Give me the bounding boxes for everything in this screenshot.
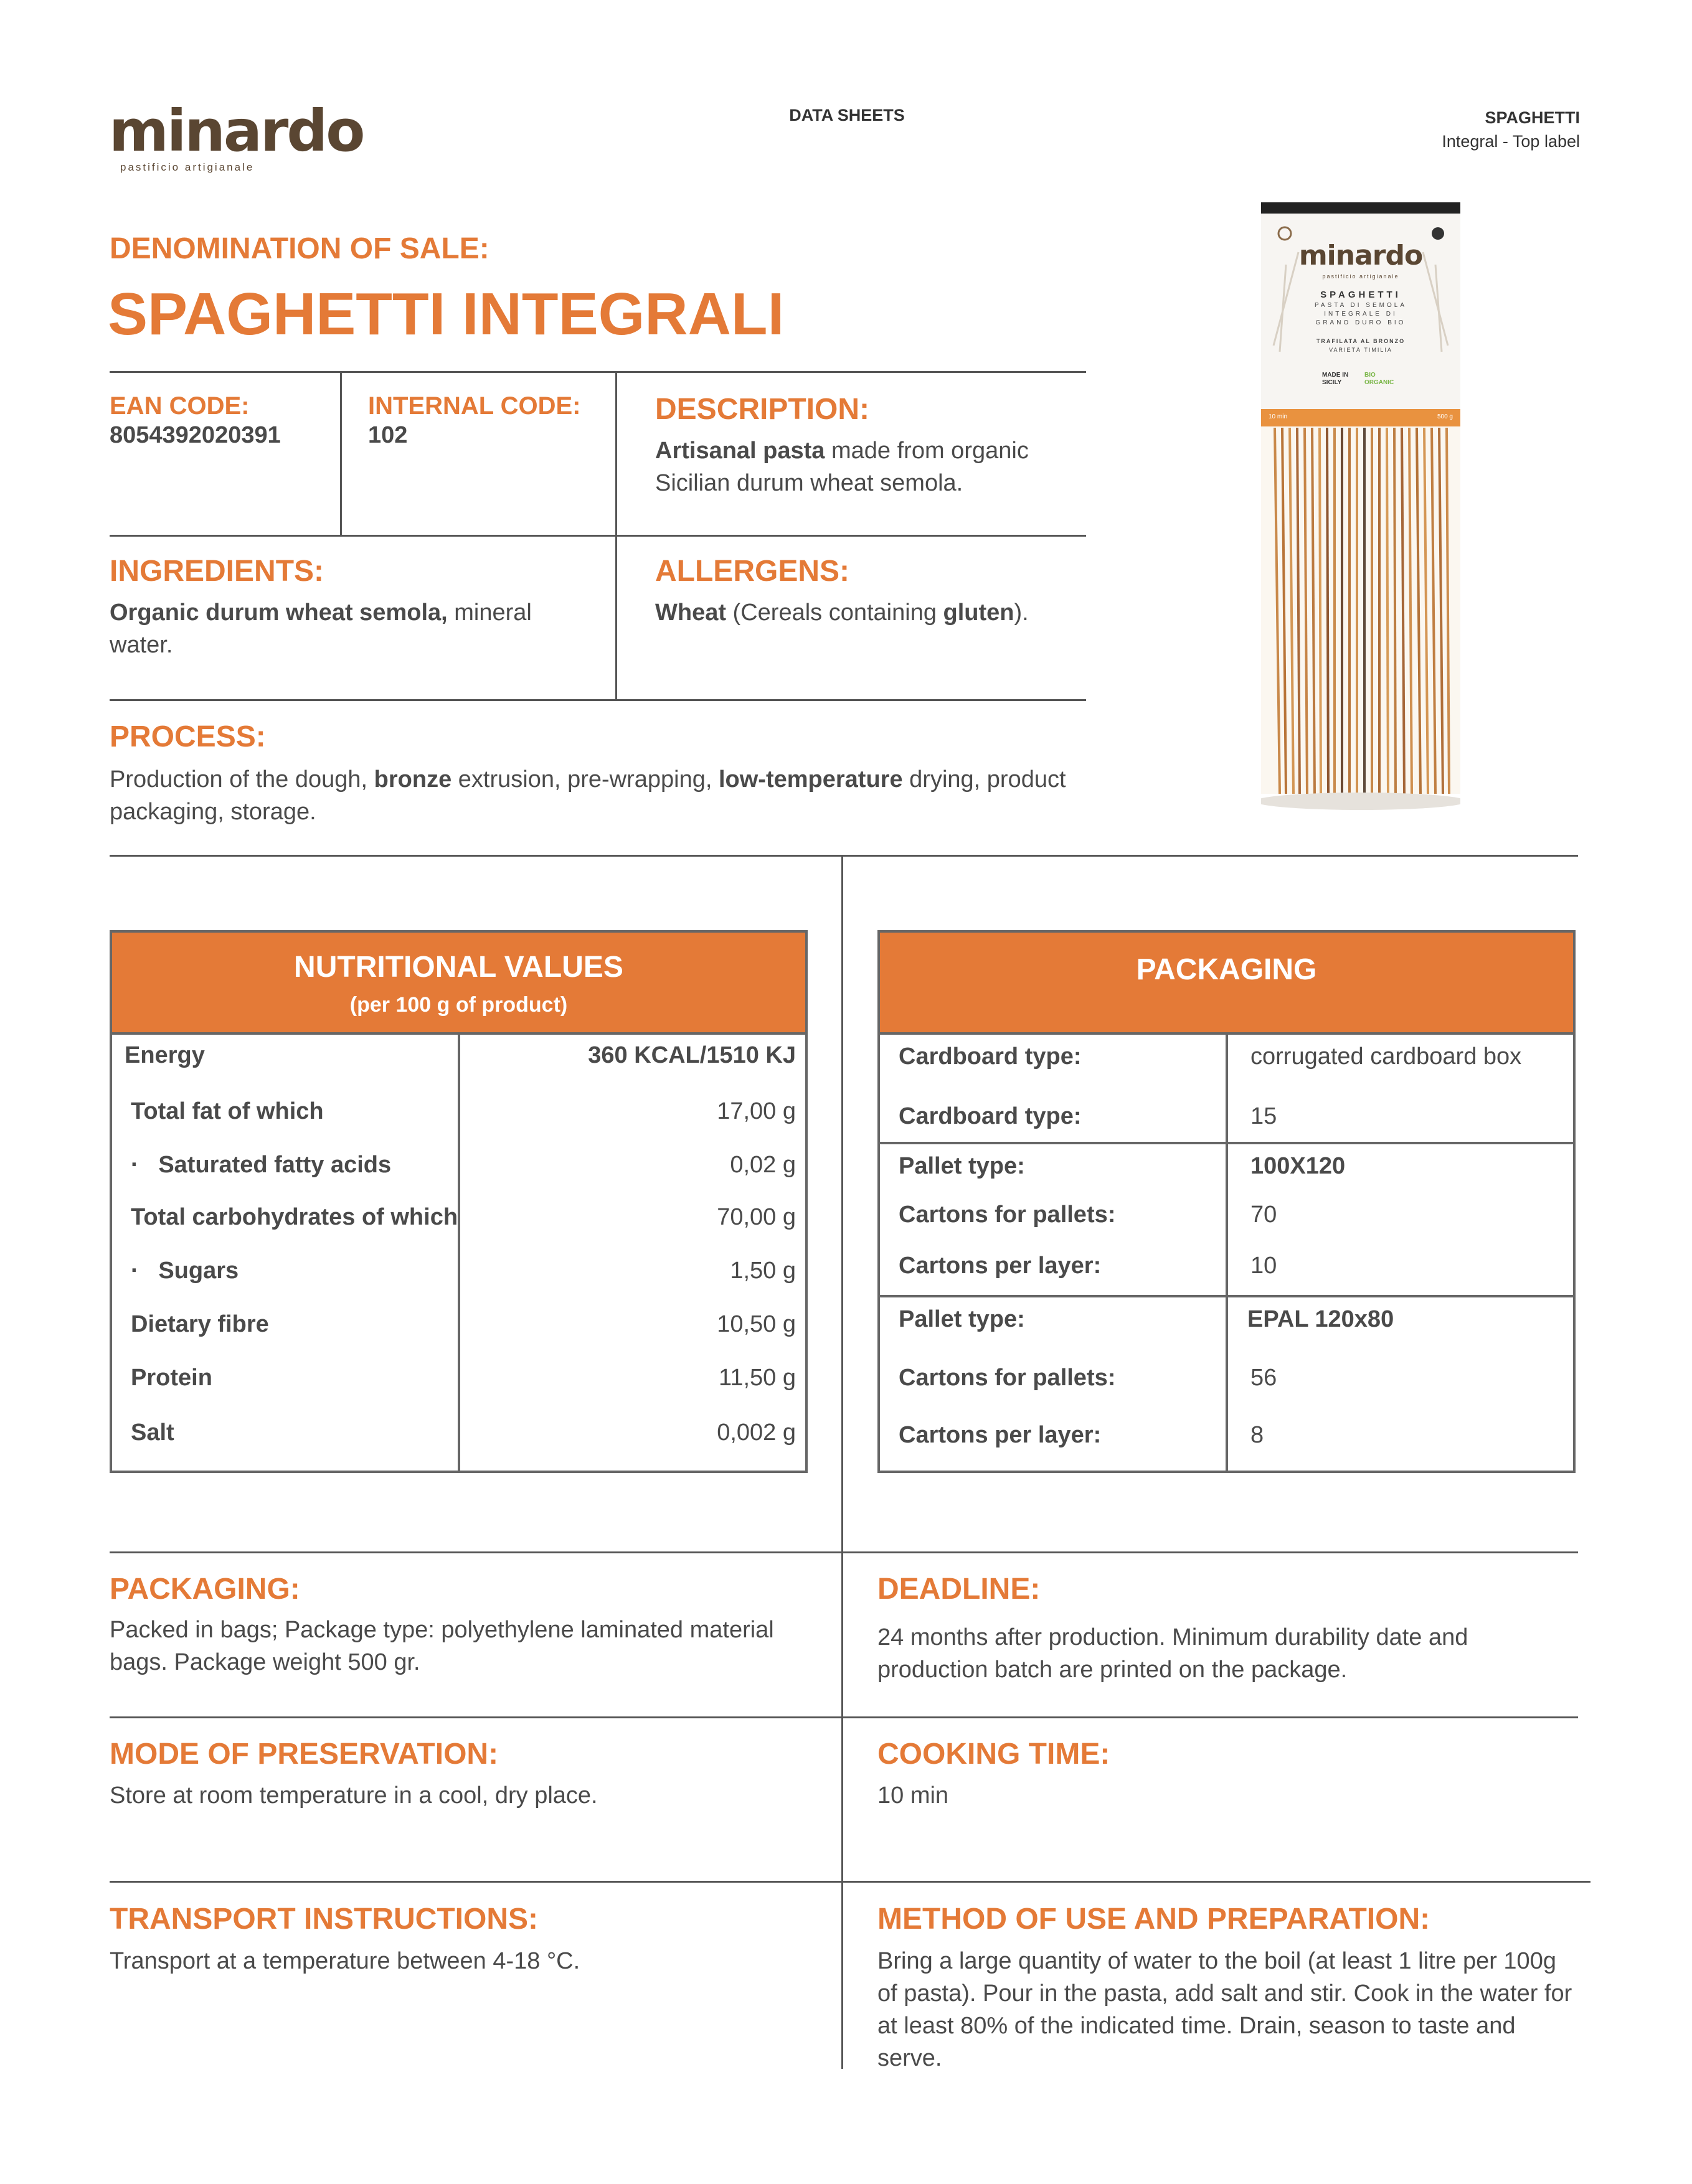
divider — [110, 1551, 1578, 1553]
packaging-value: 100X120 — [1250, 1153, 1346, 1179]
packaging-table — [877, 930, 1576, 1473]
document-type: DATA SHEETS — [789, 106, 905, 125]
internal-code-label: INTERNAL CODE: — [368, 392, 581, 420]
packaging-title: PACKAGING — [1136, 953, 1317, 986]
nutrient-value: 11,50 g — [719, 1365, 796, 1391]
cooking-time-text: 10 min — [877, 1782, 949, 1809]
packaging-key: Cartons per layer: — [899, 1422, 1102, 1448]
package-line: VARIETÀ TIMILIA — [1329, 347, 1392, 353]
package-line: PASTA DI SEMOLA — [1315, 302, 1407, 309]
brand-name: minardo — [109, 98, 364, 164]
header-product — [1442, 106, 1580, 153]
package-line: INTEGRALE DI — [1324, 311, 1397, 318]
made-in-sicily-mark: MADE IN SICILY — [1322, 372, 1349, 386]
packaging-key: Cardboard type: — [899, 1103, 1082, 1129]
nutrient-name: Salt — [131, 1419, 174, 1446]
package-line: SPAGHETTI — [1320, 289, 1401, 300]
brand-logo — [109, 98, 364, 174]
nutrient-name: · Saturated fatty acids — [131, 1152, 392, 1178]
product-package-image — [1261, 202, 1460, 828]
packaging-table-header — [880, 933, 1573, 1035]
package-brand-sub: pastificio artigianale — [1322, 273, 1399, 280]
description-rest: made from organic Sicilian durum wheat semola. — [655, 438, 1029, 496]
packaging-key: Cartons per layer: — [899, 1253, 1102, 1279]
process-bold: bronze — [374, 766, 452, 793]
method-text: Bring a large quantity of water to the boil (at least 1 litre per 100g of pasta). Pour in the pasta, add salt and stir. Cook in the water for at least 80% of the indicated time. Drain, season to taste and serve. — [877, 1948, 1572, 2071]
package-line: GRANO DURO BIO — [1315, 319, 1406, 326]
nutrition-table-header — [112, 933, 805, 1035]
preservation-label: MODE OF PRESERVATION: — [110, 1738, 499, 1771]
internal-code-value: 102 — [368, 422, 408, 448]
denomination-label: DENOMINATION OF SALE: — [110, 232, 489, 265]
process-text — [110, 763, 1081, 828]
transport-label: TRANSPORT INSTRUCTIONS: — [110, 1903, 538, 1936]
divider — [110, 1881, 1590, 1883]
packaging-value: 8 — [1250, 1422, 1264, 1448]
transport-text: Transport at a temperature between 4-18 °C. — [110, 1948, 580, 1974]
allergens-label: ALLERGENS: — [655, 555, 849, 588]
nutrition-title: NUTRITIONAL VALUES — [294, 951, 623, 984]
process-label: PROCESS: — [110, 720, 266, 753]
allergens-text — [655, 596, 1085, 629]
header-product-title: SPAGHETTI — [1485, 108, 1580, 127]
allergens-text-part: ). — [1014, 600, 1029, 626]
ingredients-text — [110, 596, 595, 661]
packaging-key: Cartons for pallets: — [899, 1365, 1116, 1391]
nutrition-subtitle: (per 100 g of product) — [349, 993, 568, 1017]
ingredients-rest: mineral water. — [110, 600, 532, 658]
divider — [110, 699, 1086, 701]
method-label: METHOD OF USE AND PREPARATION: — [877, 1903, 1430, 1936]
divider — [110, 535, 1086, 537]
nutrient-name: Energy — [125, 1042, 205, 1068]
ingredients-bold: Organic durum wheat semola, — [110, 600, 448, 626]
divider — [110, 1716, 1578, 1718]
nutrient-name: · Sugars — [131, 1258, 239, 1284]
ean-label: EAN CODE: — [110, 392, 250, 420]
process-bold: low-temperature — [718, 766, 903, 793]
nutrition-table — [110, 930, 808, 1473]
divider — [340, 371, 342, 536]
row-divider — [880, 1295, 1573, 1297]
nutrient-value: 360 KCAL/1510 KJ — [588, 1042, 796, 1068]
package-brand: minardo — [1298, 240, 1423, 271]
divider — [110, 371, 1086, 373]
description-bold: Artisanal pasta — [655, 438, 825, 464]
packaging-value: 15 — [1250, 1103, 1277, 1129]
packaging-key: Cardboard type: — [899, 1043, 1082, 1070]
bio-organic-mark: BIO ORGANIC — [1364, 372, 1394, 386]
packaging-label: PACKAGING: — [110, 1573, 300, 1606]
nutrient-name: Protein — [131, 1365, 212, 1391]
nutrient-value: 10,50 g — [717, 1311, 796, 1337]
package-line: TRAFILATA AL BRONZO — [1316, 338, 1406, 344]
packaging-key: Pallet type: — [899, 1153, 1025, 1179]
packaging-value: corrugated cardboard box — [1250, 1043, 1522, 1070]
row-divider — [880, 1142, 1573, 1144]
cooking-time-label: COOKING TIME: — [877, 1738, 1110, 1771]
nutrient-name: Total fat of which — [131, 1098, 324, 1124]
column-divider — [1226, 1035, 1228, 1471]
packaging-value: 70 — [1250, 1202, 1277, 1228]
divider — [110, 855, 1578, 857]
divider — [841, 855, 843, 2069]
packaging-text: Packed in bags; Package type: polyethylene laminated material bags. Package weight 500 gr. — [110, 1617, 774, 1675]
packaging-key: Cartons for pallets: — [899, 1202, 1116, 1228]
nutrient-value: 1,50 g — [730, 1258, 796, 1284]
brand-tagline: pastificio artigianale — [120, 161, 255, 173]
ingredients-label: INGREDIENTS: — [110, 555, 324, 588]
package-time: 10 min — [1269, 413, 1288, 420]
package-weight: 500 g — [1437, 413, 1453, 420]
nutrient-value: 0,02 g — [730, 1152, 796, 1178]
nutrient-name: Dietary fibre — [131, 1311, 269, 1337]
product-name: SPAGHETTI INTEGRALI — [108, 281, 785, 347]
deadline-text: 24 months after production. Minimum durability date and production batch are printed on the package. — [877, 1624, 1468, 1683]
packaging-value: 10 — [1250, 1253, 1277, 1279]
allergen-wheat: Wheat — [655, 600, 726, 626]
preservation-text: Store at room temperature in a cool, dry place. — [110, 1782, 598, 1809]
nutrient-value: 70,00 g — [717, 1204, 796, 1230]
allergens-text-part: (Cereals containing — [726, 600, 943, 626]
process-part: extrusion, pre-wrapping, — [451, 766, 719, 793]
description-label: DESCRIPTION: — [655, 393, 870, 426]
allergen-gluten: gluten — [943, 600, 1014, 626]
process-part: Production of the dough, — [110, 766, 374, 793]
packaging-value: EPAL 120x80 — [1247, 1306, 1394, 1332]
deadline-label: DEADLINE: — [877, 1573, 1041, 1606]
header-product-sub: Integral - Top label — [1442, 132, 1580, 151]
nutrient-value: 0,002 g — [717, 1419, 796, 1446]
packaging-key: Pallet type: — [899, 1306, 1025, 1332]
nutrient-value: 17,00 g — [717, 1098, 796, 1124]
description-text — [655, 435, 1079, 499]
process-part: drying, product packaging, storage. — [110, 766, 1066, 825]
column-divider — [458, 1035, 460, 1471]
ean-value: 8054392020391 — [110, 422, 281, 448]
nutrient-name: Total carbohydrates of which — [131, 1204, 458, 1230]
packaging-value: 56 — [1250, 1365, 1277, 1391]
